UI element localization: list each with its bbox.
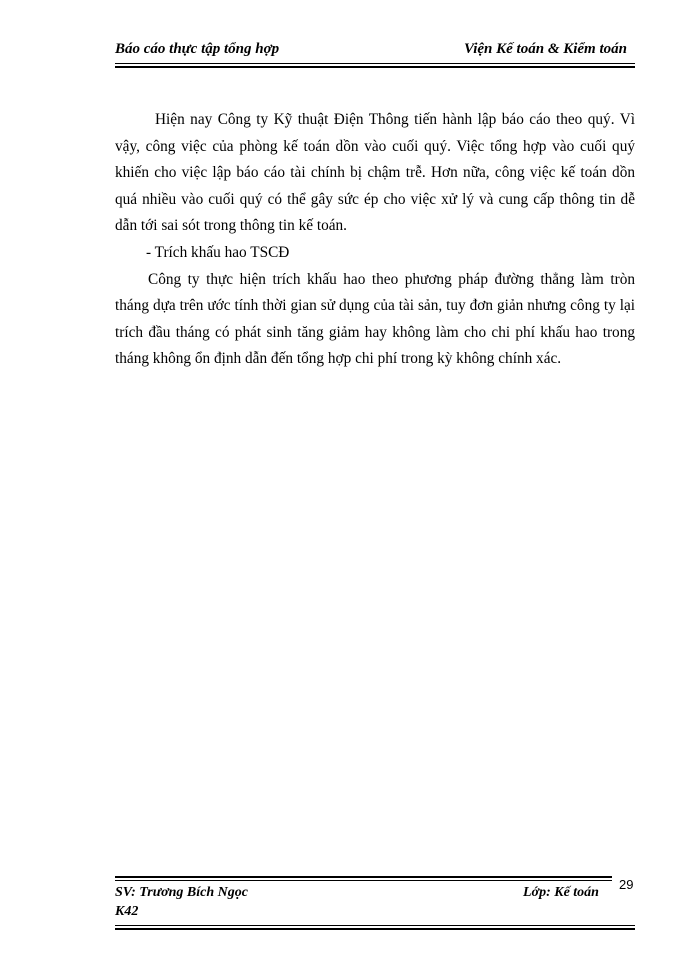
footer-divider-thick [115, 876, 612, 878]
footer-cohort: K42 [115, 904, 139, 919]
footer-divider-thin [115, 880, 612, 881]
header-institute: Viện Kế toán & Kiểm toán [464, 41, 627, 57]
bullet-depreciation-heading: - Trích khấu hao TSCĐ [146, 243, 290, 261]
footer-bottom-divider-thin [115, 925, 635, 926]
page-body [115, 107, 635, 373]
footer-student-name: SV: Trương Bích Ngọc [115, 885, 248, 900]
header-report-title: Báo cáo thực tập tổng hợp [115, 41, 280, 57]
page-number: 29 [619, 877, 634, 892]
header-divider-thick [115, 66, 635, 68]
footer-class-name: Lớp: Kế toán [523, 885, 599, 900]
page-header [115, 41, 635, 63]
paragraph-reporting-period: Hiện nay Công ty Kỹ thuật Điện Thông tiến hành lập báo cáo theo quý. Vì vậy, công việc của phòng kế toán dồn vào cuối quý. Việc tổng hợp vào cuối quý khiến cho việc lập báo cáo tài chính bị chậm trễ. Hơn nữa, công việc kế toán dồn quá nhiều vào cuối quý có thể gây sức ép cho việc xử lý và cung cấp thông tin dễ dẫn tới sai sót trong thông tin kế toán. [115, 111, 635, 235]
paragraph-depreciation: Công ty thực hiện trích khấu hao theo phương pháp đường thẳng làm tròn tháng dựa trên ước tính thời gian sử dụng của tài sản, tuy đơn giản nhưng công ty lại trích đầu tháng có phát sinh tăng giảm hay không làm cho chi phí khấu hao trong tháng không ổn định dẫn đến tổng hợp chi phí trong kỳ không chính xác. [115, 270, 635, 368]
header-divider-thin [115, 63, 635, 64]
footer-bottom-divider-thick [115, 928, 635, 930]
